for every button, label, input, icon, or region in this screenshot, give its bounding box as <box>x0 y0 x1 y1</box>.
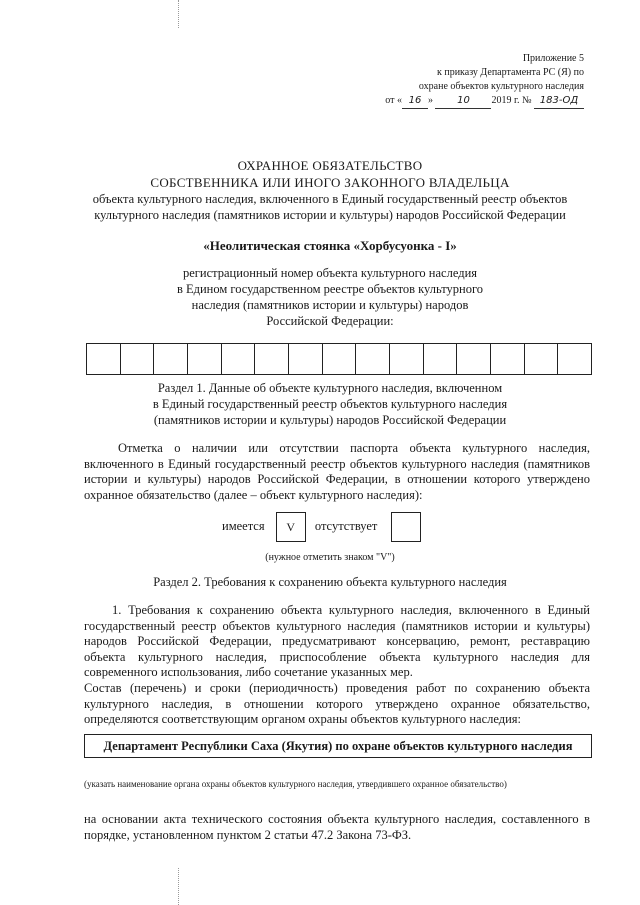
presence-row <box>222 512 421 542</box>
registration-line-2: в Едином государственном реестре объектов культурного <box>176 282 484 296</box>
section2-basis: на основании акта технического состояния объекта культурного наследия, составленного в порядке, установленном пунктом 2 статьи 47.2 Закона 73-ФЗ. <box>84 812 590 842</box>
registration-cell <box>525 344 559 374</box>
appendix-number: 183-ОД <box>534 94 584 109</box>
appendix-block <box>354 52 584 109</box>
registration-cell <box>558 344 591 374</box>
registration-cell <box>87 344 121 374</box>
registration-number-grid <box>86 343 592 375</box>
fold-mark-bottom <box>178 868 179 905</box>
section2-composition: Состав (перечень) и сроки (периодичность) проведения работ по сохранению объекта культурного наследия, в отношении которого утверждено охранное обязательство, определяются соответствующим органом охраны объектов культурного наследия: <box>84 681 590 726</box>
department-hint: (указать наименование органа охраны объектов культурного наследия, утвердившего охранное обязательство) <box>84 779 507 789</box>
registration-cell <box>121 344 155 374</box>
registration-cell <box>255 344 289 374</box>
title-line-4: культурного наследия (памятников истории и культуры) народов Российской Федерации <box>94 208 566 222</box>
appendix-day: 16 <box>402 94 428 109</box>
registration-cell <box>188 344 222 374</box>
object-name: «Неолитическая стоянка «Хорбусуонка - I» <box>203 238 457 253</box>
exists-checkbox[interactable]: V <box>276 512 306 542</box>
absent-checkbox[interactable] <box>391 512 421 542</box>
registration-cell <box>289 344 323 374</box>
registration-cell <box>491 344 525 374</box>
exists-label: имеется <box>222 518 265 533</box>
absent-label: отсутствует <box>314 518 378 533</box>
registration-line-1: регистрационный номер объекта культурного наследия <box>182 266 478 280</box>
appendix-line-2: к приказу Департамента РС (Я) по <box>436 67 584 78</box>
section2-title: Раздел 2. Требования к сохранению объекта культурного наследия <box>153 575 507 589</box>
department-box: Департамент Республики Саха (Якутия) по охране объектов культурного наследия <box>84 734 592 758</box>
title-line-3: объекта культурного наследия, включенного в Единый государственный реестр объектов <box>92 192 568 206</box>
registration-cell <box>457 344 491 374</box>
presence-hint: (нужное отметить знаком "V") <box>265 552 395 563</box>
section1-line-3: (памятников истории и культуры) народов Российской Федерации <box>153 413 507 427</box>
appendix-line-1: Приложение 5 <box>522 53 584 64</box>
appendix-line-3: охране объектов культурного наследия <box>418 81 584 92</box>
registration-cell <box>222 344 256 374</box>
registration-cell <box>390 344 424 374</box>
fold-mark-top <box>178 0 179 28</box>
section1-line-1: Раздел 1. Данные об объекте культурного наследия, включенном <box>157 381 503 395</box>
appendix-date-line: от « 16 » 10 2019 г. № 183-ОД <box>354 94 584 109</box>
registration-cell <box>323 344 357 374</box>
appendix-month: 10 <box>435 94 491 109</box>
registration-cell <box>356 344 390 374</box>
passport-note: Отметка о наличии или отсутствии паспорта объекта культурного наследия, включенного в Единый государственный реестр объектов культурного наследия (памятников истории и культуры) народов Российской Федерации, в отношении которого утверждено охранное обязательство (далее – объект культурного наследия): <box>84 441 590 502</box>
registration-line-3: наследия (памятников истории и культуры) народов <box>191 298 469 312</box>
registration-cell <box>424 344 458 374</box>
registration-cell <box>154 344 188 374</box>
registration-line-4: Российской Федерации: <box>266 314 394 328</box>
section2-item-1: 1. Требования к сохранению объекта культурного наследия, включенного в Единый государственный реестр объектов культурного наследия (памятников истории и культуры) народов Российской Федерации, предусматривают консервацию, ремонт, реставрацию объекта культурного наследия, приспособление объекта культурного наследия для современного использования, либо сочетание указанных мер. <box>84 603 590 679</box>
title-line-2: СОБСТВЕННИКА ИЛИ ИНОГО ЗАКОННОГО ВЛАДЕЛЬЦА <box>150 175 510 190</box>
section1-line-2: в Единый государственный реестр объектов культурного наследия <box>152 397 508 411</box>
title-line-1: ОХРАННОЕ ОБЯЗАТЕЛЬСТВО <box>237 158 423 173</box>
